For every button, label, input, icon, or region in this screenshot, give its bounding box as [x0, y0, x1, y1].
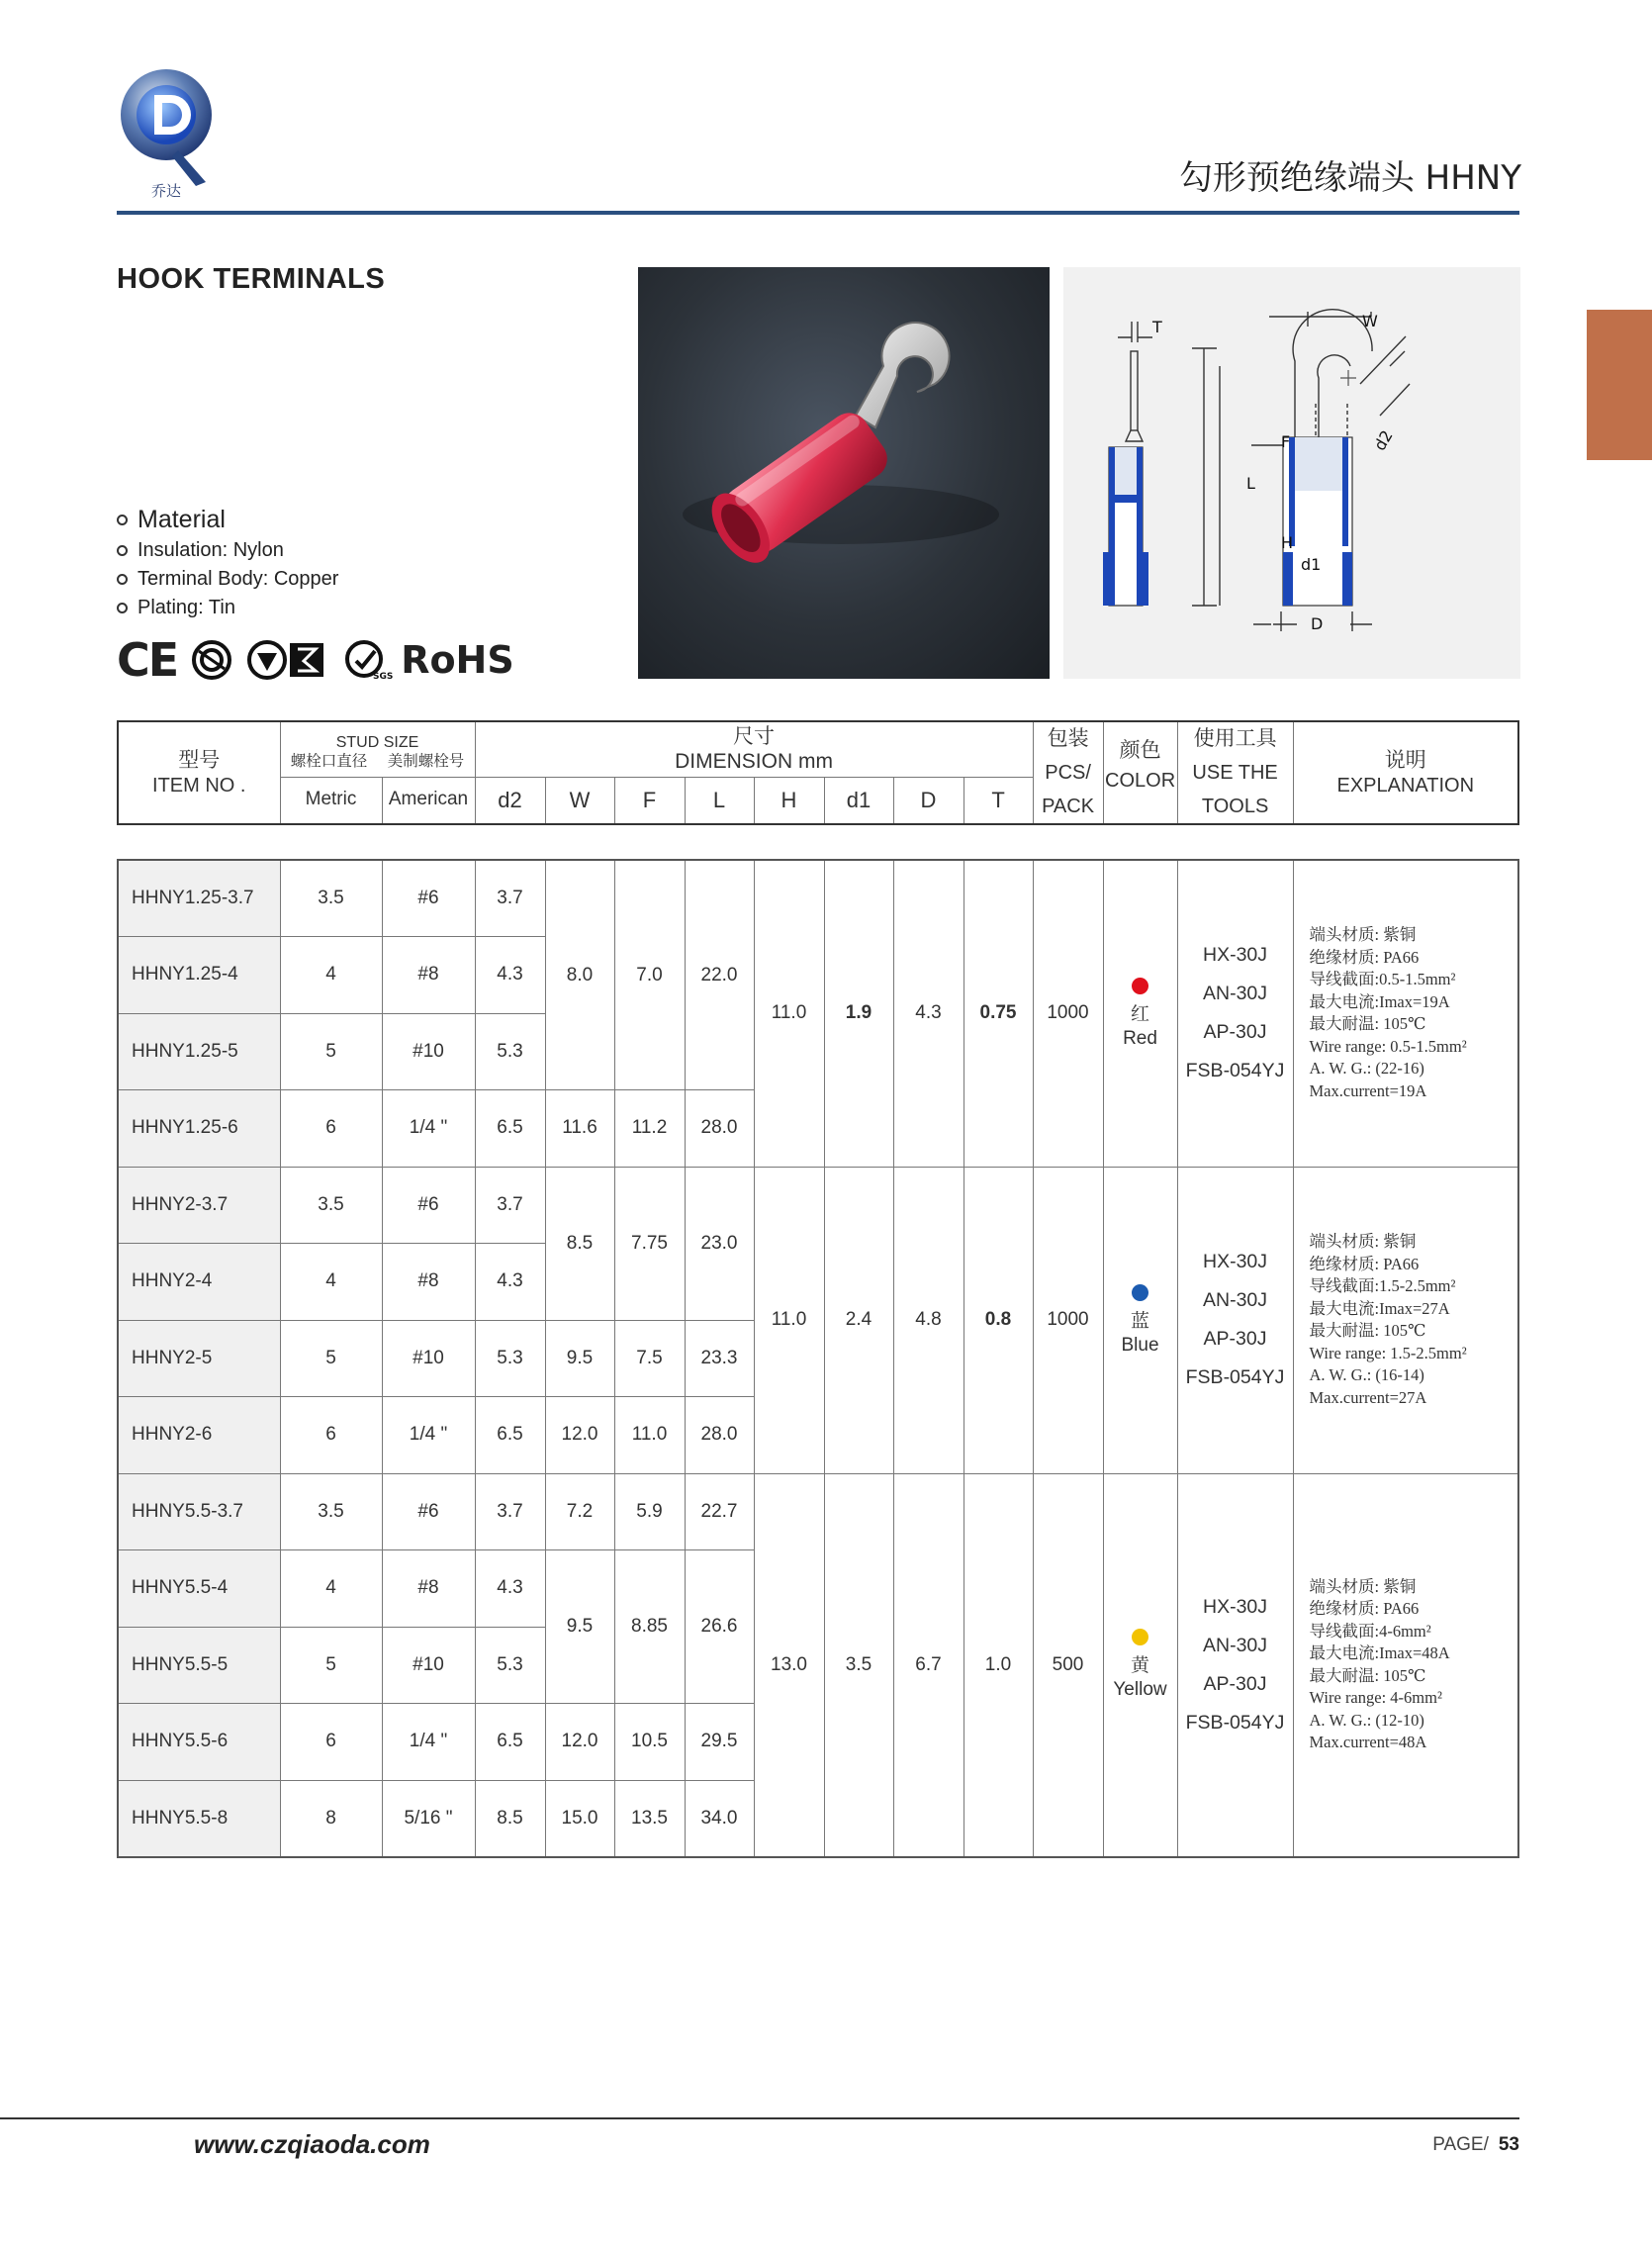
metric-cell: 3.5 — [280, 860, 382, 937]
page-title: 勾形预绝缘端头 HHNY — [1178, 158, 1521, 198]
tools-cell — [1177, 1473, 1293, 1857]
l-cell: 22.7 — [685, 1473, 754, 1550]
metric-cell: 6 — [280, 1397, 382, 1474]
f-cell: 13.5 — [614, 1780, 685, 1857]
col-l: L — [685, 777, 754, 824]
tool-item: FSB-054YJ — [1185, 1060, 1285, 1082]
f-cell: 7.0 — [614, 860, 685, 1090]
color-cell — [1103, 1473, 1177, 1857]
col-color-header — [1103, 721, 1177, 824]
expl-line: Wire range: 1.5-2.5mm² — [1309, 1343, 1467, 1362]
item-no: HHNY5.5-6 — [118, 1704, 280, 1781]
sgs-cert-icon — [343, 639, 394, 682]
explanation-cell — [1293, 1473, 1518, 1857]
american-cell: #8 — [382, 1244, 475, 1321]
col-stud-label: STUD SIZE — [335, 734, 419, 752]
col-pack-en2: PACK — [1042, 796, 1095, 817]
pack-cell: 1000 — [1033, 1167, 1103, 1473]
tool-item: FSB-054YJ — [1185, 1711, 1285, 1734]
col-color-cn: 颜色 — [1119, 739, 1161, 762]
tools-cell — [1177, 860, 1293, 1167]
sgs-text: SGS — [373, 672, 394, 682]
metric-cell: 3.5 — [280, 1167, 382, 1244]
spec-table — [117, 859, 1519, 1858]
col-stud-am-cn: 美制螺栓号 — [387, 752, 465, 770]
d2-cell: 5.3 — [475, 1627, 545, 1704]
material-item-label: Terminal Body: Copper — [138, 568, 339, 590]
l-cell: 26.6 — [685, 1550, 754, 1704]
d1-cell: 1.9 — [824, 860, 893, 1167]
logo-text: 乔达 — [150, 182, 182, 200]
metric-cell: 8 — [280, 1780, 382, 1857]
item-no: HHNY2-4 — [118, 1244, 280, 1321]
d2-cell: 3.7 — [475, 1473, 545, 1550]
col-metric: Metric — [280, 777, 382, 824]
w-cell: 8.0 — [545, 860, 614, 1090]
f-cell: 7.5 — [614, 1320, 685, 1397]
d2-cell: 8.5 — [475, 1780, 545, 1857]
col-w: W — [545, 777, 614, 824]
product-photo — [638, 267, 1050, 679]
col-tools-cn: 使用工具 — [1193, 727, 1277, 750]
american-cell: #10 — [382, 1320, 475, 1397]
expl-line: 导线截面:1.5-2.5mm² — [1309, 1276, 1456, 1295]
material-item-label: Plating: Tin — [138, 597, 235, 618]
website-link[interactable]: www.czqiaoda.com — [194, 2129, 430, 2159]
expl-line: 最大电流:Imax=19A — [1309, 991, 1450, 1011]
american-cell: 5/16 " — [382, 1780, 475, 1857]
metric-cell: 5 — [280, 1320, 382, 1397]
page-number-value: 53 — [1498, 2134, 1519, 2155]
w-cell: 15.0 — [545, 1780, 614, 1857]
metric-cell: 4 — [280, 937, 382, 1014]
w-cell: 9.5 — [545, 1320, 614, 1397]
table-row — [118, 1473, 1518, 1550]
expl-line: Max.current=48A — [1309, 1733, 1427, 1751]
d2-cell: 3.7 — [475, 1167, 545, 1244]
explanation-cell — [1293, 1167, 1518, 1473]
h-cell: 11.0 — [754, 860, 824, 1167]
color-cn: 红 — [1130, 1003, 1149, 1025]
expl-line: 端头材质: 紫铜 — [1309, 1576, 1417, 1596]
w-cell: 9.5 — [545, 1550, 614, 1704]
bullet-icon — [117, 603, 128, 613]
header-rule — [117, 211, 1519, 215]
col-d2: d2 — [475, 777, 545, 824]
item-no: HHNY2-5 — [118, 1320, 280, 1397]
d2-cell: 6.5 — [475, 1397, 545, 1474]
f-cell: 11.0 — [614, 1397, 685, 1474]
expl-line: A. W. G.: (12-10) — [1309, 1710, 1424, 1730]
metric-cell: 3.5 — [280, 1473, 382, 1550]
color-en: Yellow — [1113, 1679, 1167, 1700]
col-explanation-header — [1293, 721, 1518, 824]
american-cell: 1/4 " — [382, 1090, 475, 1168]
col-pack-cn: 包装 — [1047, 727, 1089, 750]
american-cell: #8 — [382, 937, 475, 1014]
american-cell: #10 — [382, 1013, 475, 1090]
f-cell: 11.2 — [614, 1090, 685, 1168]
table-row — [118, 1167, 1518, 1244]
quality-cert-icon — [246, 639, 329, 681]
footer-rule — [0, 2117, 1519, 2119]
t-cell: 1.0 — [964, 1473, 1033, 1857]
col-dim-cn: 尺寸 — [733, 725, 776, 749]
metric-cell: 4 — [280, 1550, 382, 1628]
d2-cell: 4.3 — [475, 937, 545, 1014]
l-cell: 34.0 — [685, 1780, 754, 1857]
metric-cell: 6 — [280, 1090, 382, 1168]
w-cell: 7.2 — [545, 1473, 614, 1550]
dim-label-d2: d2 — [1370, 426, 1397, 454]
page-number — [1432, 2134, 1519, 2156]
color-en: Red — [1123, 1027, 1157, 1049]
material-item — [117, 594, 338, 622]
expl-line: A. W. G.: (16-14) — [1309, 1365, 1424, 1384]
expl-line: 端头材质: 紫铜 — [1309, 925, 1417, 945]
color-cell — [1103, 1167, 1177, 1473]
explanation-cell — [1293, 860, 1518, 1167]
dim-label-w: W — [1362, 312, 1378, 330]
expl-line: A. W. G.: (22-16) — [1309, 1059, 1424, 1079]
item-no: HHNY5.5-8 — [118, 1780, 280, 1857]
f-cell: 7.75 — [614, 1167, 685, 1320]
ce-mark: CE — [117, 633, 178, 687]
material-heading-label: Material — [138, 506, 226, 533]
d1-cell: 3.5 — [824, 1473, 893, 1857]
metric-cell: 5 — [280, 1013, 382, 1090]
item-no: HHNY5.5-4 — [118, 1550, 280, 1628]
american-cell: #6 — [382, 860, 475, 937]
american-cell: #6 — [382, 1167, 475, 1244]
expl-line: Max.current=27A — [1309, 1387, 1427, 1407]
h-cell: 13.0 — [754, 1473, 824, 1857]
tool-item: AP-30J — [1203, 1021, 1267, 1044]
material-item — [117, 565, 338, 594]
spec-table-header — [117, 720, 1519, 825]
f-cell: 8.85 — [614, 1550, 685, 1704]
tool-item: HX-30J — [1202, 944, 1268, 967]
tools-cell — [1177, 1167, 1293, 1473]
d2-cell: 4.3 — [475, 1550, 545, 1628]
item-no: HHNY5.5-3.7 — [118, 1473, 280, 1550]
expl-line: 端头材质: 紫铜 — [1309, 1232, 1417, 1251]
american-cell: 1/4 " — [382, 1704, 475, 1781]
expl-line: Wire range: 4-6mm² — [1309, 1688, 1442, 1707]
expl-line: 最大电流:Imax=27A — [1309, 1298, 1450, 1318]
item-no: HHNY2-3.7 — [118, 1167, 280, 1244]
t-cell: 0.8 — [964, 1167, 1033, 1473]
col-stud-sub — [281, 753, 475, 772]
tool-item: FSB-054YJ — [1185, 1366, 1285, 1388]
col-pack-header — [1033, 721, 1103, 824]
expl-line: 绝缘材质: PA66 — [1309, 1254, 1420, 1273]
h-cell: 11.0 — [754, 1167, 824, 1473]
tool-item: AP-30J — [1203, 1672, 1267, 1695]
expl-line: 绝缘材质: PA66 — [1309, 947, 1420, 967]
expl-line: 最大耐温: 105℃ — [1309, 1665, 1426, 1685]
col-stud-metric-cn: 螺栓口直径 — [290, 752, 368, 770]
certification-logos — [117, 633, 514, 687]
color-swatch-yellow — [1132, 1629, 1148, 1645]
w-cell: 12.0 — [545, 1397, 614, 1474]
d2-cell: 4.3 — [475, 1244, 545, 1321]
f-cell: 10.5 — [614, 1704, 685, 1781]
col-tools-header — [1177, 721, 1293, 824]
metric-cell: 4 — [280, 1244, 382, 1321]
material-heading — [117, 503, 338, 536]
col-dim-en: DIMENSION mm — [675, 750, 833, 774]
item-no: HHNY1.25-3.7 — [118, 860, 280, 937]
col-american: American — [382, 777, 475, 824]
col-item-header — [118, 721, 280, 824]
expl-line: Wire range: 0.5-1.5mm² — [1309, 1036, 1467, 1056]
tool-item: AN-30J — [1202, 983, 1268, 1005]
col-expl-cn: 说明 — [1384, 749, 1426, 773]
dim-label-d1: d1 — [1301, 555, 1322, 574]
american-cell: 1/4 " — [382, 1397, 475, 1474]
tool-item: AP-30J — [1203, 1328, 1267, 1350]
american-cell: #8 — [382, 1550, 475, 1628]
col-item-en: ITEM NO . — [152, 774, 246, 797]
col-t: T — [964, 777, 1033, 824]
expl-line: Max.current=19A — [1309, 1080, 1427, 1100]
d2-cell: 5.3 — [475, 1013, 545, 1090]
l-cell: 28.0 — [685, 1090, 754, 1168]
col-tools-en1: USE THE — [1192, 762, 1278, 784]
american-cell: #6 — [382, 1473, 475, 1550]
table-row — [118, 860, 1518, 937]
w-cell: 11.6 — [545, 1090, 614, 1168]
t-cell: 0.75 — [964, 860, 1033, 1167]
color-swatch-blue — [1132, 1284, 1148, 1301]
dim-label-t: T — [1152, 318, 1162, 336]
pack-cell: 1000 — [1033, 860, 1103, 1167]
pack-cell: 500 — [1033, 1473, 1103, 1857]
col-tools-en2: TOOLS — [1201, 796, 1269, 817]
col-f: F — [614, 777, 685, 824]
bullet-icon — [117, 574, 128, 585]
d-cell: 6.7 — [893, 1473, 964, 1857]
col-dimension-header — [475, 721, 1033, 777]
chapter-tab — [1587, 310, 1652, 460]
dim-label-l: L — [1246, 474, 1255, 493]
d2-cell: 6.5 — [475, 1090, 545, 1168]
d-cell: 4.3 — [893, 860, 964, 1167]
rohs-mark: RoHS — [401, 638, 514, 682]
dimension-drawing — [1063, 267, 1520, 679]
col-expl-en: EXPLANATION — [1336, 774, 1475, 797]
ccc-cert-icon — [191, 639, 232, 681]
page-label: PAGE/ — [1432, 2134, 1489, 2155]
d1-cell: 2.4 — [824, 1167, 893, 1473]
item-no: HHNY1.25-4 — [118, 937, 280, 1014]
item-no: HHNY1.25-6 — [118, 1090, 280, 1168]
col-stud-header — [280, 721, 475, 777]
l-cell: 29.5 — [685, 1704, 754, 1781]
col-item-cn: 型号 — [178, 749, 221, 773]
w-cell: 8.5 — [545, 1167, 614, 1320]
expl-line: 导线截面:0.5-1.5mm² — [1309, 970, 1456, 989]
d-cell: 4.8 — [893, 1167, 964, 1473]
tool-item: HX-30J — [1202, 1595, 1268, 1618]
d2-cell: 6.5 — [475, 1704, 545, 1781]
metric-cell: 6 — [280, 1704, 382, 1781]
material-list — [117, 503, 338, 622]
color-swatch-red — [1132, 978, 1148, 994]
dim-label-h: H — [1281, 533, 1294, 552]
tool-item: HX-30J — [1202, 1251, 1268, 1272]
american-cell: #10 — [382, 1627, 475, 1704]
company-logo — [117, 65, 216, 204]
expl-line: 最大电流:Imax=48A — [1309, 1643, 1450, 1662]
w-cell: 12.0 — [545, 1704, 614, 1781]
dim-label-d: D — [1311, 614, 1324, 633]
material-item — [117, 536, 338, 565]
l-cell: 22.0 — [685, 860, 754, 1090]
bullet-icon — [117, 545, 128, 556]
col-d1: d1 — [824, 777, 893, 824]
item-no: HHNY5.5-5 — [118, 1627, 280, 1704]
d2-cell: 3.7 — [475, 860, 545, 937]
l-cell: 23.0 — [685, 1167, 754, 1320]
expl-line: 导线截面:4-6mm² — [1309, 1621, 1431, 1641]
tool-item: AN-30J — [1202, 1634, 1268, 1656]
col-d: D — [893, 777, 964, 824]
metric-cell: 5 — [280, 1627, 382, 1704]
expl-line: 最大耐温: 105℃ — [1309, 1321, 1426, 1340]
l-cell: 28.0 — [685, 1397, 754, 1474]
col-h: H — [754, 777, 824, 824]
color-cn: 蓝 — [1130, 1310, 1149, 1332]
material-item-label: Insulation: Nylon — [138, 539, 284, 561]
item-no: HHNY2-6 — [118, 1397, 280, 1474]
l-cell: 23.3 — [685, 1320, 754, 1397]
color-cell — [1103, 860, 1177, 1167]
tool-item: AN-30J — [1202, 1289, 1268, 1311]
color-en: Blue — [1121, 1334, 1159, 1356]
d2-cell: 5.3 — [475, 1320, 545, 1397]
section-title: HOOK TERMINALS — [117, 263, 386, 295]
item-no: HHNY1.25-5 — [118, 1013, 280, 1090]
expl-line: 绝缘材质: PA66 — [1309, 1599, 1420, 1618]
col-color-en: COLOR — [1105, 770, 1176, 792]
col-pack-en1: PCS/ — [1045, 762, 1091, 784]
dim-label-f: F — [1281, 432, 1291, 451]
bullet-icon — [117, 515, 128, 525]
f-cell: 5.9 — [614, 1473, 685, 1550]
expl-line: 最大耐温: 105℃ — [1309, 1014, 1426, 1034]
color-cn: 黄 — [1130, 1655, 1149, 1676]
